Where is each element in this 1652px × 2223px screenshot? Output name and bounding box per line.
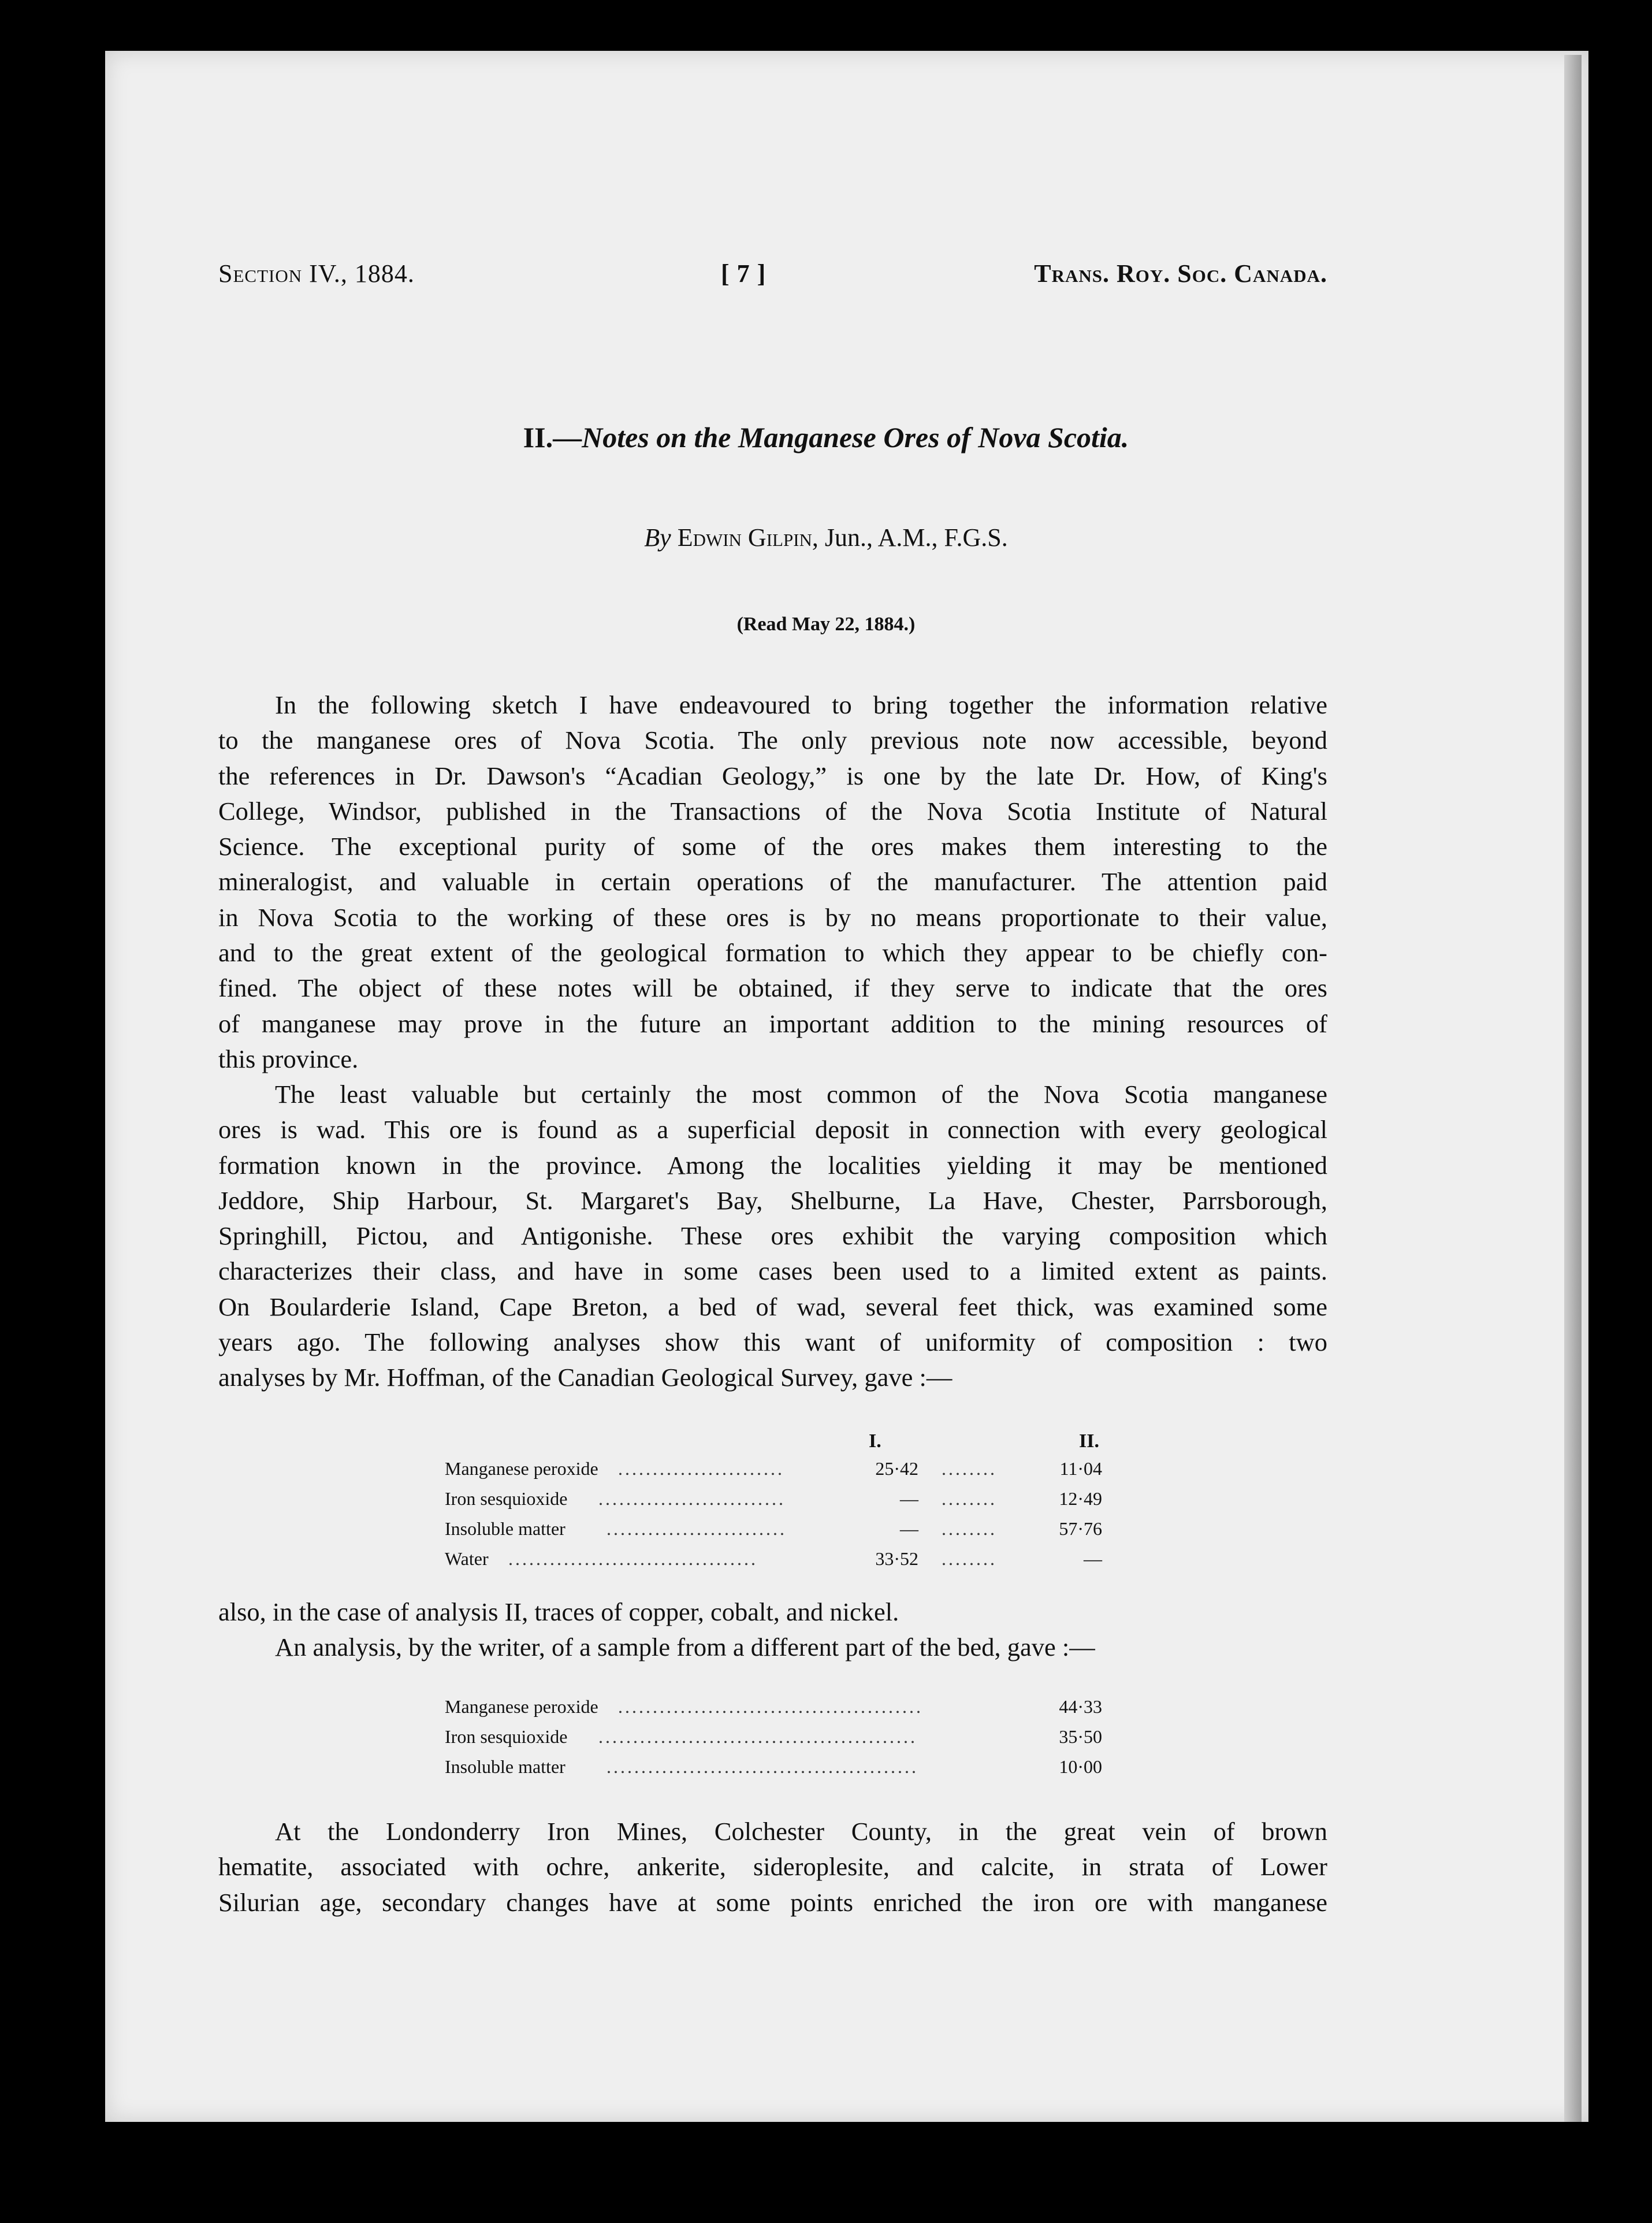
text-line: also, in the case of analysis II, traces of copper, cobalt, and nickel. (218, 1597, 899, 1626)
leader-dots: ........ (942, 1458, 997, 1479)
header-section: Section IV., 1884. (218, 259, 415, 288)
header-page-number: [ 7 ] (721, 259, 767, 288)
row-label: Iron sesquioxide (445, 1488, 568, 1509)
byline-by: By (644, 523, 671, 552)
paragraph-2 (218, 1077, 1327, 1396)
text-line: fined. The object of these notes will be obtained, if they serve to indicate that the ores (218, 973, 1327, 1003)
value-i: 25·42 (875, 1458, 918, 1479)
byline-author: Edwin Gilpin (677, 523, 812, 552)
table-header-row (445, 1430, 1102, 1460)
text-line: years ago. The following analyses show this want of uniformity of composition : two (218, 1328, 1327, 1357)
paragraph-1 (218, 687, 1327, 1077)
title-text: Notes on the Manganese Ores of Nova Scotia. (582, 421, 1129, 453)
row-label: Manganese peroxide (445, 1458, 598, 1479)
leader-dots: ........ (942, 1548, 997, 1569)
text-line: of manganese may prove in the future an important addition to the mining resources of (218, 1009, 1327, 1038)
leader-dots: ............................................ (618, 1696, 923, 1717)
value: 10·00 (1059, 1756, 1102, 1777)
header-journal: Trans. Roy. Soc. Canada. (1034, 259, 1327, 288)
leader-dots: .............................................. (598, 1726, 917, 1747)
row-label: Water (445, 1548, 489, 1569)
text-line: In the following sketch I have endeavoured to bring together the information relative (275, 690, 1327, 719)
text-line: formation known in the province. Among the localities yielding it may be mentioned (218, 1150, 1327, 1180)
value-ii: 11·04 (1059, 1458, 1102, 1479)
leader-dots: ........ (942, 1518, 997, 1539)
text-line: hematite, associated with ochre, ankerite, sideroplesite, and calcite, in strata of Lower (218, 1852, 1327, 1882)
text-line: Jeddore, Ship Harbour, St. Margaret's Bay, Shelburne, La Have, Chester, Parrsborough, (218, 1185, 1327, 1215)
text-line: Silurian age, secondary changes have at some points enriched the iron ore with manganese (218, 1887, 1327, 1917)
table-row (445, 1548, 1102, 1578)
value-i: — (900, 1488, 918, 1509)
value: 44·33 (1059, 1696, 1102, 1717)
text-line: College, Windsor, published in the Transactions of the Nova Scotia Institute of Natural (218, 796, 1327, 826)
paragraph-5 (218, 1814, 1327, 1920)
value-ii: — (1084, 1548, 1102, 1569)
text-line: characterizes their class, and have in some cases been used to a limited extent as paints. (218, 1257, 1327, 1286)
table-row (445, 1518, 1102, 1548)
paragraph-4 (218, 1630, 1327, 1665)
text-line: the references in Dr. Dawson's “Acadian Geology,” is one by the late Dr. How, of King's (218, 761, 1327, 790)
row-label: Iron sesquioxide (445, 1726, 568, 1747)
text-line: On Boularderie Island, Cape Breton, a bed of wad, several feet thick, was examined some (218, 1292, 1327, 1321)
leader-dots: ........................ (618, 1458, 784, 1479)
byline (0, 523, 1652, 552)
row-label: Insoluble matter (445, 1756, 565, 1777)
leader-dots: ........ (942, 1488, 997, 1509)
leader-dots: .......................... (607, 1518, 787, 1539)
text-line: to the manganese ores of Nova Scotia. The only previous note now accessible, beyond (218, 726, 1327, 755)
text-line: Science. The exceptional purity of some of the ores makes them interesting to the (218, 832, 1327, 861)
text-line: analyses by Mr. Hoffman, of the Canadian Geological Survey, gave :— (218, 1363, 952, 1392)
text-line: At the Londonderry Iron Mines, Colchester County, in the great vein of brown (275, 1817, 1327, 1846)
byline-credentials: , Jun., A.M., F.G.S. (812, 523, 1008, 552)
analysis-table-1 (445, 1430, 1102, 1581)
col-header-ii: II. (1079, 1430, 1099, 1452)
paragraph-3 (218, 1594, 1327, 1630)
value-i: 33·52 (875, 1548, 918, 1569)
table-row (445, 1488, 1102, 1518)
text-line: and to the great extent of the geological formation to which they appear to be chiefly con- (218, 938, 1327, 968)
table-row (445, 1756, 1102, 1786)
row-label: Manganese peroxide (445, 1696, 598, 1717)
table-row (445, 1696, 1102, 1726)
value-ii: 12·49 (1059, 1488, 1102, 1509)
table-row (445, 1458, 1102, 1488)
leader-dots: ............................................. (607, 1756, 918, 1777)
analysis-table-2 (445, 1696, 1102, 1789)
page-edge (1564, 55, 1582, 2122)
read-date: (Read May 22, 1884.) (736, 614, 916, 635)
text-line: in Nova Scotia to the working of these ores is by no means proportionate to their value, (218, 902, 1327, 932)
text-line: An analysis, by the writer, of a sample from a different part of the bed, gave :— (275, 1633, 1095, 1661)
row-label: Insoluble matter (445, 1518, 565, 1539)
running-header (218, 259, 1327, 293)
value-ii: 57·76 (1059, 1518, 1102, 1539)
value: 35·50 (1059, 1726, 1102, 1747)
text-line: ores is wad. This ore is found as a superficial deposit in connection with every geological (218, 1115, 1327, 1144)
col-header-i: I. (869, 1430, 881, 1452)
text-line: The least valuable but certainly the most common of the Nova Scotia manganese (275, 1080, 1327, 1109)
text-line: mineralogist, and valuable in certain operations of the manufacturer. The attention paid (218, 867, 1327, 897)
text-line: Springhill, Pictou, and Antigonishe. These ores exhibit the varying composition which (218, 1221, 1327, 1251)
value-i: — (900, 1518, 918, 1539)
text-line: this province. (218, 1044, 359, 1073)
table-row (445, 1726, 1102, 1756)
title-number: II.— (523, 421, 582, 453)
article-title (0, 421, 1652, 454)
leader-dots: ........................... (598, 1488, 786, 1509)
leader-dots: .................................... (508, 1548, 758, 1569)
